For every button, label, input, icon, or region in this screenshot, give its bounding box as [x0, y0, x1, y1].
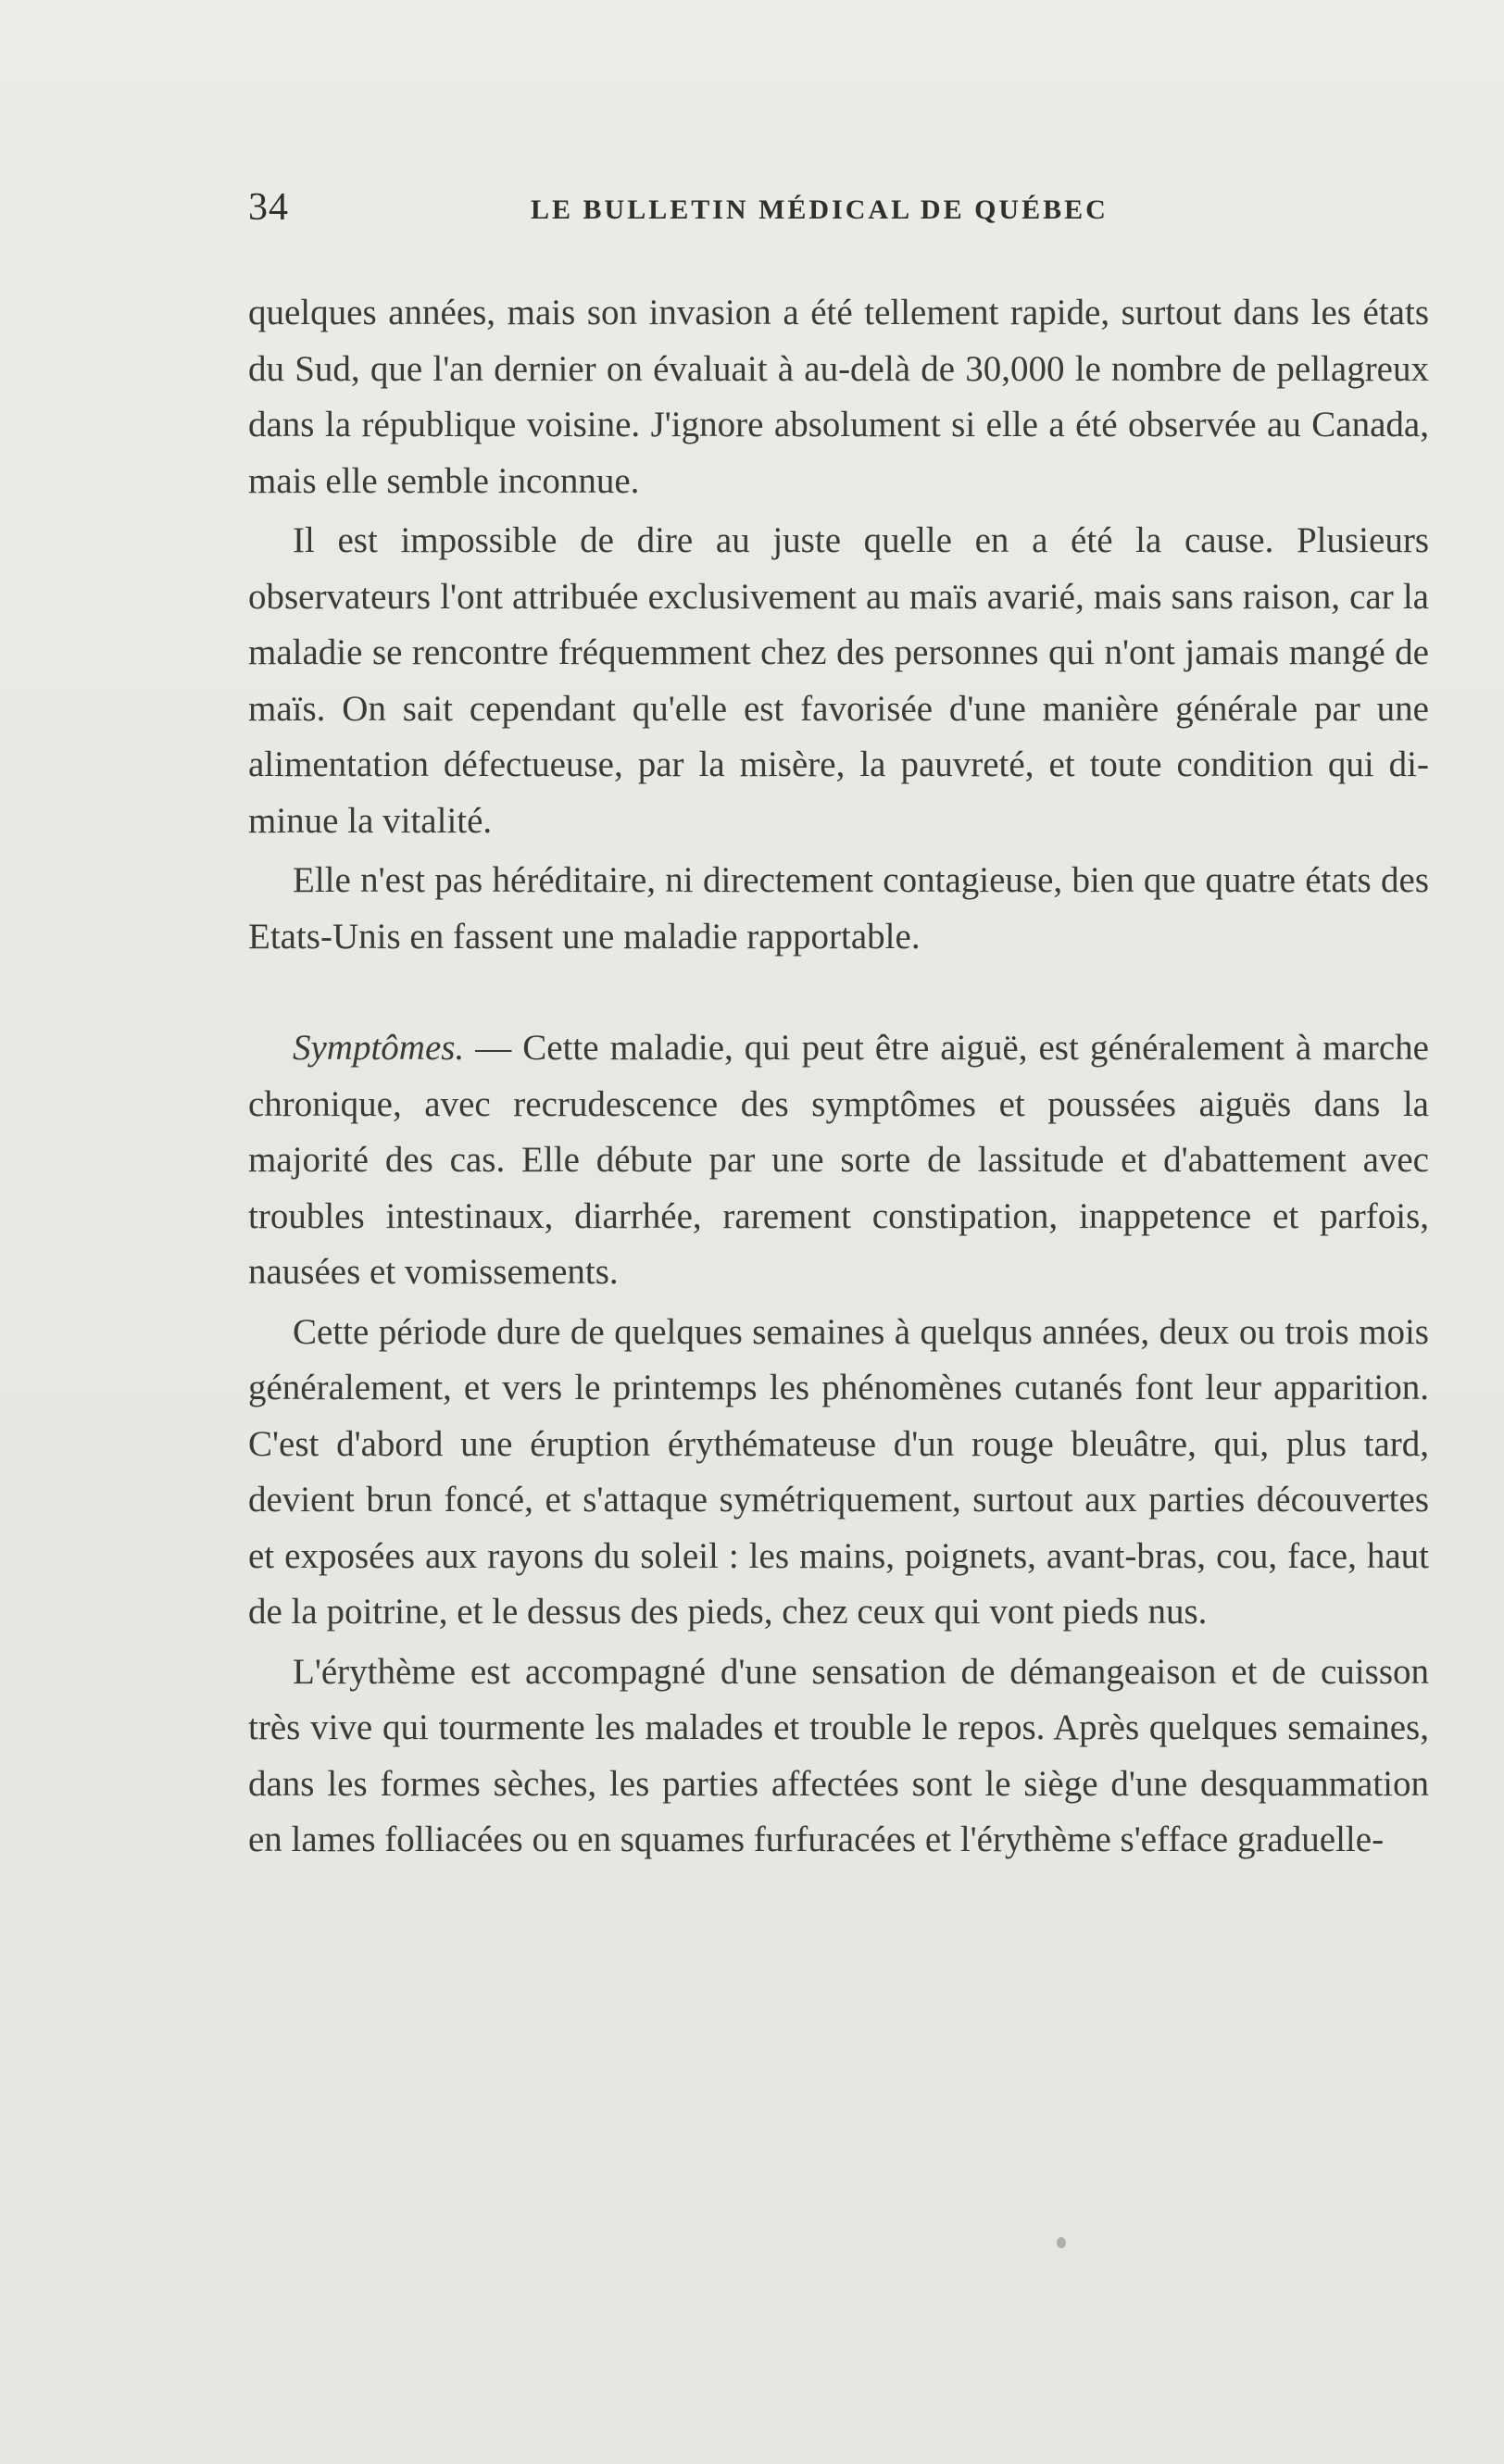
ink-speck — [1057, 2237, 1066, 2248]
paragraph-erythema: L'érythème est accompagné d'une sensation de démangeaison et de cuisson très vive qui tourmente les malades et trouble le repos. Après quelques semaines, dans les formes sèches, les parties affectées sont le siège d'une desquammation en lames folliacées ou en squames furfuracées et l'érythème s'efface graduelle- — [248, 1651, 1429, 1859]
paragraph-period: Cette période dure de quelques semaines à quelqus années, deux ou trois mois généralement, et vers le printemps les phénomènes cutanés font leur apparition. C'est d'abord une éruption érythémateuse d'un rouge bleuâtre, qui, plus tard, devient brun foncé, et s'attaque symétriquement, surtout aux parties découvertes et exposées aux rayons du soleil : les mains, poignets, avant-bras, cou, face, haut de la poitrine, et le dessus des pieds, chez ceux qui vont pieds nus. — [248, 1311, 1429, 1632]
page-number: 34 — [248, 186, 289, 229]
paragraph-symptoms — [248, 1020, 1429, 1301]
paragraph-continuation: quelques années, mais son invasion a été tellement rapide, surtout dans les états du Sud, que l'an dernier on évaluait à au-delà de 30,000 le nombre de pellagreux dans la république voisine. J'ignore absolument si elle a été observée au Canada, mais elle semble inconnue. — [248, 293, 1429, 501]
paragraph-cause: Il est impossible de dire au juste quelle en a été la cause. Plusieurs observateurs l'ont attribuée exclusivement au maïs avarié, mais sans raison, car la maladie se rencontre fréquemment chez des personnes qui n'ont jamais mangé de maïs. On sait cependant qu'elle est favorisée d'une manière générale par une alimentation défectueuse, par la misère, la pauvreté, et toute condition qui diminue la vitalité. — [248, 520, 1429, 841]
paragraph-heredity: Elle n'est pas héréditaire, ni directement contagieuse, bien que quatre états des Etats-Unis en fassent une maladie rapportable. — [248, 860, 1429, 957]
body-text — [248, 285, 1429, 1872]
page-header — [248, 185, 1429, 241]
symptoms-heading: Symptômes. — [293, 1028, 465, 1068]
running-title: LE BULLETIN MÉDICAL DE QUÉBEC — [531, 194, 1109, 225]
symptoms-text: — Cette maladie, qui peut être aiguë, est généralement à marche chronique, avec recrudescence des symptômes et poussées aiguës dans la majorité des cas. Elle débute par une sorte de lassitude et d'abattement avec troubles intestinaux, diarrhée, rarement constipation, inappetence et parfois, nausées et vomissements. — [248, 1028, 1429, 1292]
